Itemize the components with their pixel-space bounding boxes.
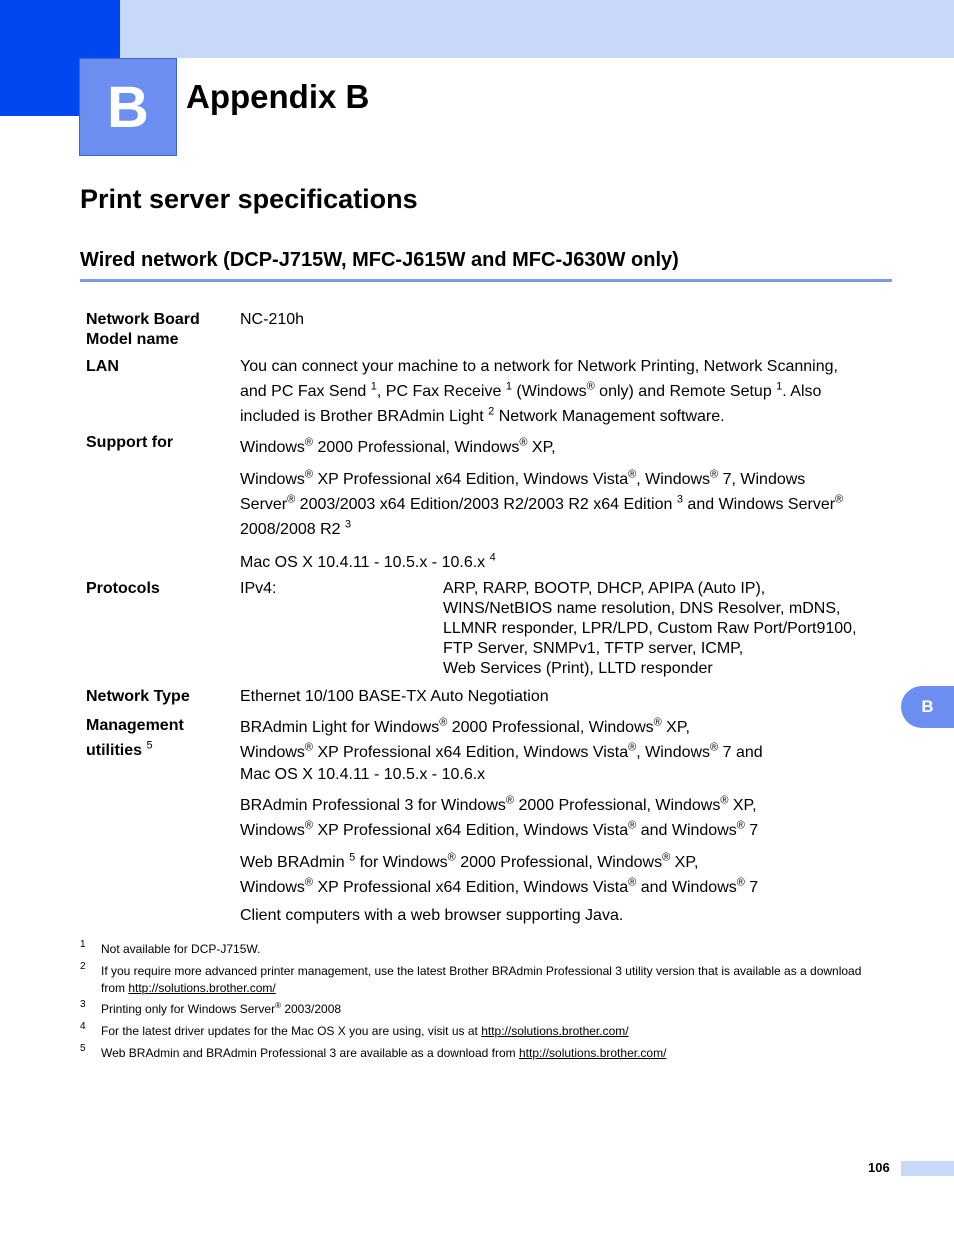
footnote-number: 2 [80, 961, 86, 972]
chapter-letter: B [107, 74, 149, 140]
solutions-link[interactable]: http://solutions.brother.com/ [128, 981, 276, 995]
model-name-value: NC-210h [240, 311, 305, 328]
management-p3: Web BRAdmin $^5$ for Windows® 2000 Professional, Windows® XP, Windows® XP Professional x64 Edition, Windows Vista® and Windows® 7 [240, 851, 759, 896]
model-label-line2: Model name [86, 331, 179, 348]
footnote-text: If you require more advanced printer management, use the latest Brother BRAdmin Professional 3 utility version that is available as a download from http://solutions.brother.com/ [101, 964, 862, 995]
support-p2: Windows® XP Professional x64 Edition, Windows Vista®, Windows® 7, Windows Server® 2003/2003 x64 Edition/2003 R2/2003 R2 x64 Edition $^3$ and Windows Server® 2008/2008 R2 $^3$ [240, 468, 844, 538]
protocol-line: FTP Server, SNMPv1, TFTP server, ICMP, [443, 640, 744, 657]
protocols-ipv4-label: IPv4: [240, 580, 277, 597]
support-p3: Mac OS X 10.4.11 - 10.5.x - 10.6.x $^4$ [240, 551, 496, 571]
model-label-line1: Network Board [86, 311, 200, 328]
chapter-title: Appendix B [186, 78, 370, 115]
footnote-text: Printing only for Windows Server® 2003/2008 [101, 1001, 342, 1016]
chapter-letter-box [79, 58, 177, 156]
management-p4: Client computers with a web browser supporting Java. [240, 907, 624, 924]
footnote-number: 5 [80, 1043, 86, 1054]
page-number: 106 [868, 1160, 890, 1175]
subsection-divider [80, 279, 892, 282]
lan-label: LAN [86, 358, 119, 375]
protocol-line: Web Services (Print), LLTD responder [443, 660, 713, 677]
management-p1: BRAdmin Light for Windows® 2000 Professional, Windows® XP, Windows® XP Professional x64 Edition, Windows Vista®, Windows® 7 and Mac OS X 10.4.11 - 10.5.x - 10.6.x [240, 716, 763, 783]
lan-line2: and PC Fax Send $^1$, PC Fax Receive $^1$ (Windows® only) and Remote Setup $^1$. Also [240, 380, 822, 400]
subsection-title: Wired network (DCP-J715W, MFC-J615W and MFC-J630W only) [80, 249, 679, 271]
management-label-line1: Management [86, 717, 184, 734]
footnote-number: 3 [80, 999, 86, 1010]
protocol-line: ARP, RARP, BOOTP, DHCP, APIPA (Auto IP), [443, 580, 766, 597]
header-band-light [120, 0, 954, 58]
footnote-text: Web BRAdmin and BRAdmin Professional 3 are available as a download from http://solutions.brother.com/ [101, 1046, 667, 1060]
chapter-side-tab [901, 686, 954, 728]
page-number-bar [901, 1161, 954, 1176]
protocols-label: Protocols [86, 580, 160, 597]
support-label: Support for [86, 434, 174, 451]
model-name-label [86, 310, 200, 350]
footnote-number: 4 [80, 1021, 86, 1032]
management-label [86, 713, 184, 763]
footnote-text: For the latest driver updates for the Mac OS X you are using, visit us at http://solutions.brother.com/ [101, 1024, 629, 1038]
lan-value [240, 354, 900, 429]
network-type-label: Network Type [86, 688, 190, 705]
protocol-line: LLMNR responder, LPR/LPD, Custom Raw Port/Port9100, [443, 620, 857, 637]
protocols-list [443, 579, 857, 679]
lan-line3: included is Brother BRAdmin Light $^2$ Network Management software. [240, 405, 725, 425]
management-p2: BRAdmin Professional 3 for Windows® 2000 Professional, Windows® XP, Windows® XP Professional x64 Edition, Windows Vista® and Windows® 7 [240, 794, 759, 839]
network-type-value: Ethernet 10/100 BASE-TX Auto Negotiation [240, 688, 549, 705]
support-p1: Windows® 2000 Professional, Windows® XP, [240, 436, 556, 456]
footnote-number: 1 [80, 939, 86, 950]
solutions-link[interactable]: http://solutions.brother.com/ [481, 1024, 629, 1038]
lan-line1: You can connect your machine to a network for Network Printing, Network Scanning, [240, 358, 838, 375]
section-title: Print server specifications [80, 184, 418, 214]
protocol-line: WINS/NetBIOS name resolution, DNS Resolver, mDNS, [443, 600, 841, 617]
footnote-text: Not available for DCP-J715W. [101, 942, 261, 956]
solutions-link[interactable]: http://solutions.brother.com/ [519, 1046, 667, 1060]
management-label-line2: utilities $^5$ [86, 739, 153, 759]
side-tab-label: B [921, 697, 934, 716]
